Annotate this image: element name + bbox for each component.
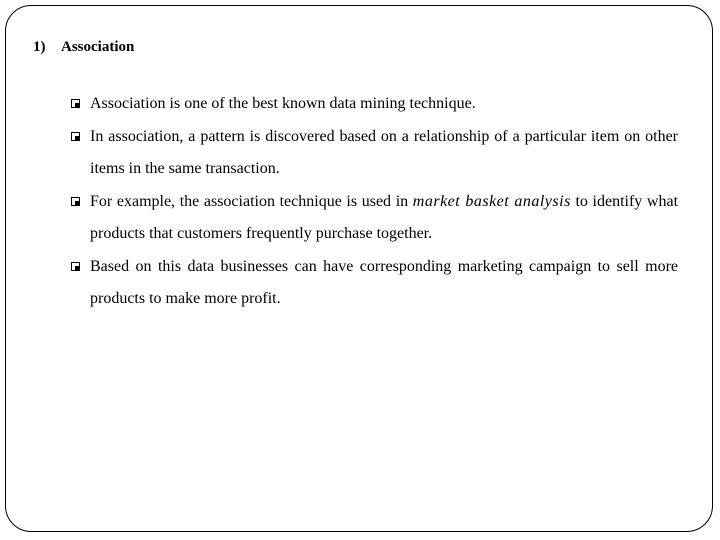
bullet-text-emphasis: market basket analysis xyxy=(412,192,571,210)
square-bullet-icon xyxy=(71,197,80,206)
bullet-list xyxy=(71,88,678,316)
square-bullet-icon xyxy=(71,132,80,141)
square-bullet-icon xyxy=(71,99,80,108)
bullet-text: In association, a pattern is discovered based on a relationship of a particular item on other items in the same transaction. xyxy=(90,127,678,177)
bullet-item xyxy=(71,121,678,186)
bullet-text: Association is one of the best known data mining technique. xyxy=(90,95,476,112)
bullet-text-after: to identify what products that customers frequently purchase together. xyxy=(90,192,679,242)
square-bullet-icon xyxy=(71,262,80,271)
section-heading xyxy=(33,37,134,57)
bullet-item xyxy=(71,186,678,251)
bullet-item xyxy=(71,88,678,121)
bullet-text-before: For example, the association technique is used in xyxy=(90,192,413,210)
section-number: 1) xyxy=(33,39,46,55)
bullet-text: Based on this data businesses can have corresponding marketing campaign to sell more products to make more profit. xyxy=(90,257,678,307)
bullet-item xyxy=(71,251,678,316)
section-title: Association xyxy=(61,39,135,55)
